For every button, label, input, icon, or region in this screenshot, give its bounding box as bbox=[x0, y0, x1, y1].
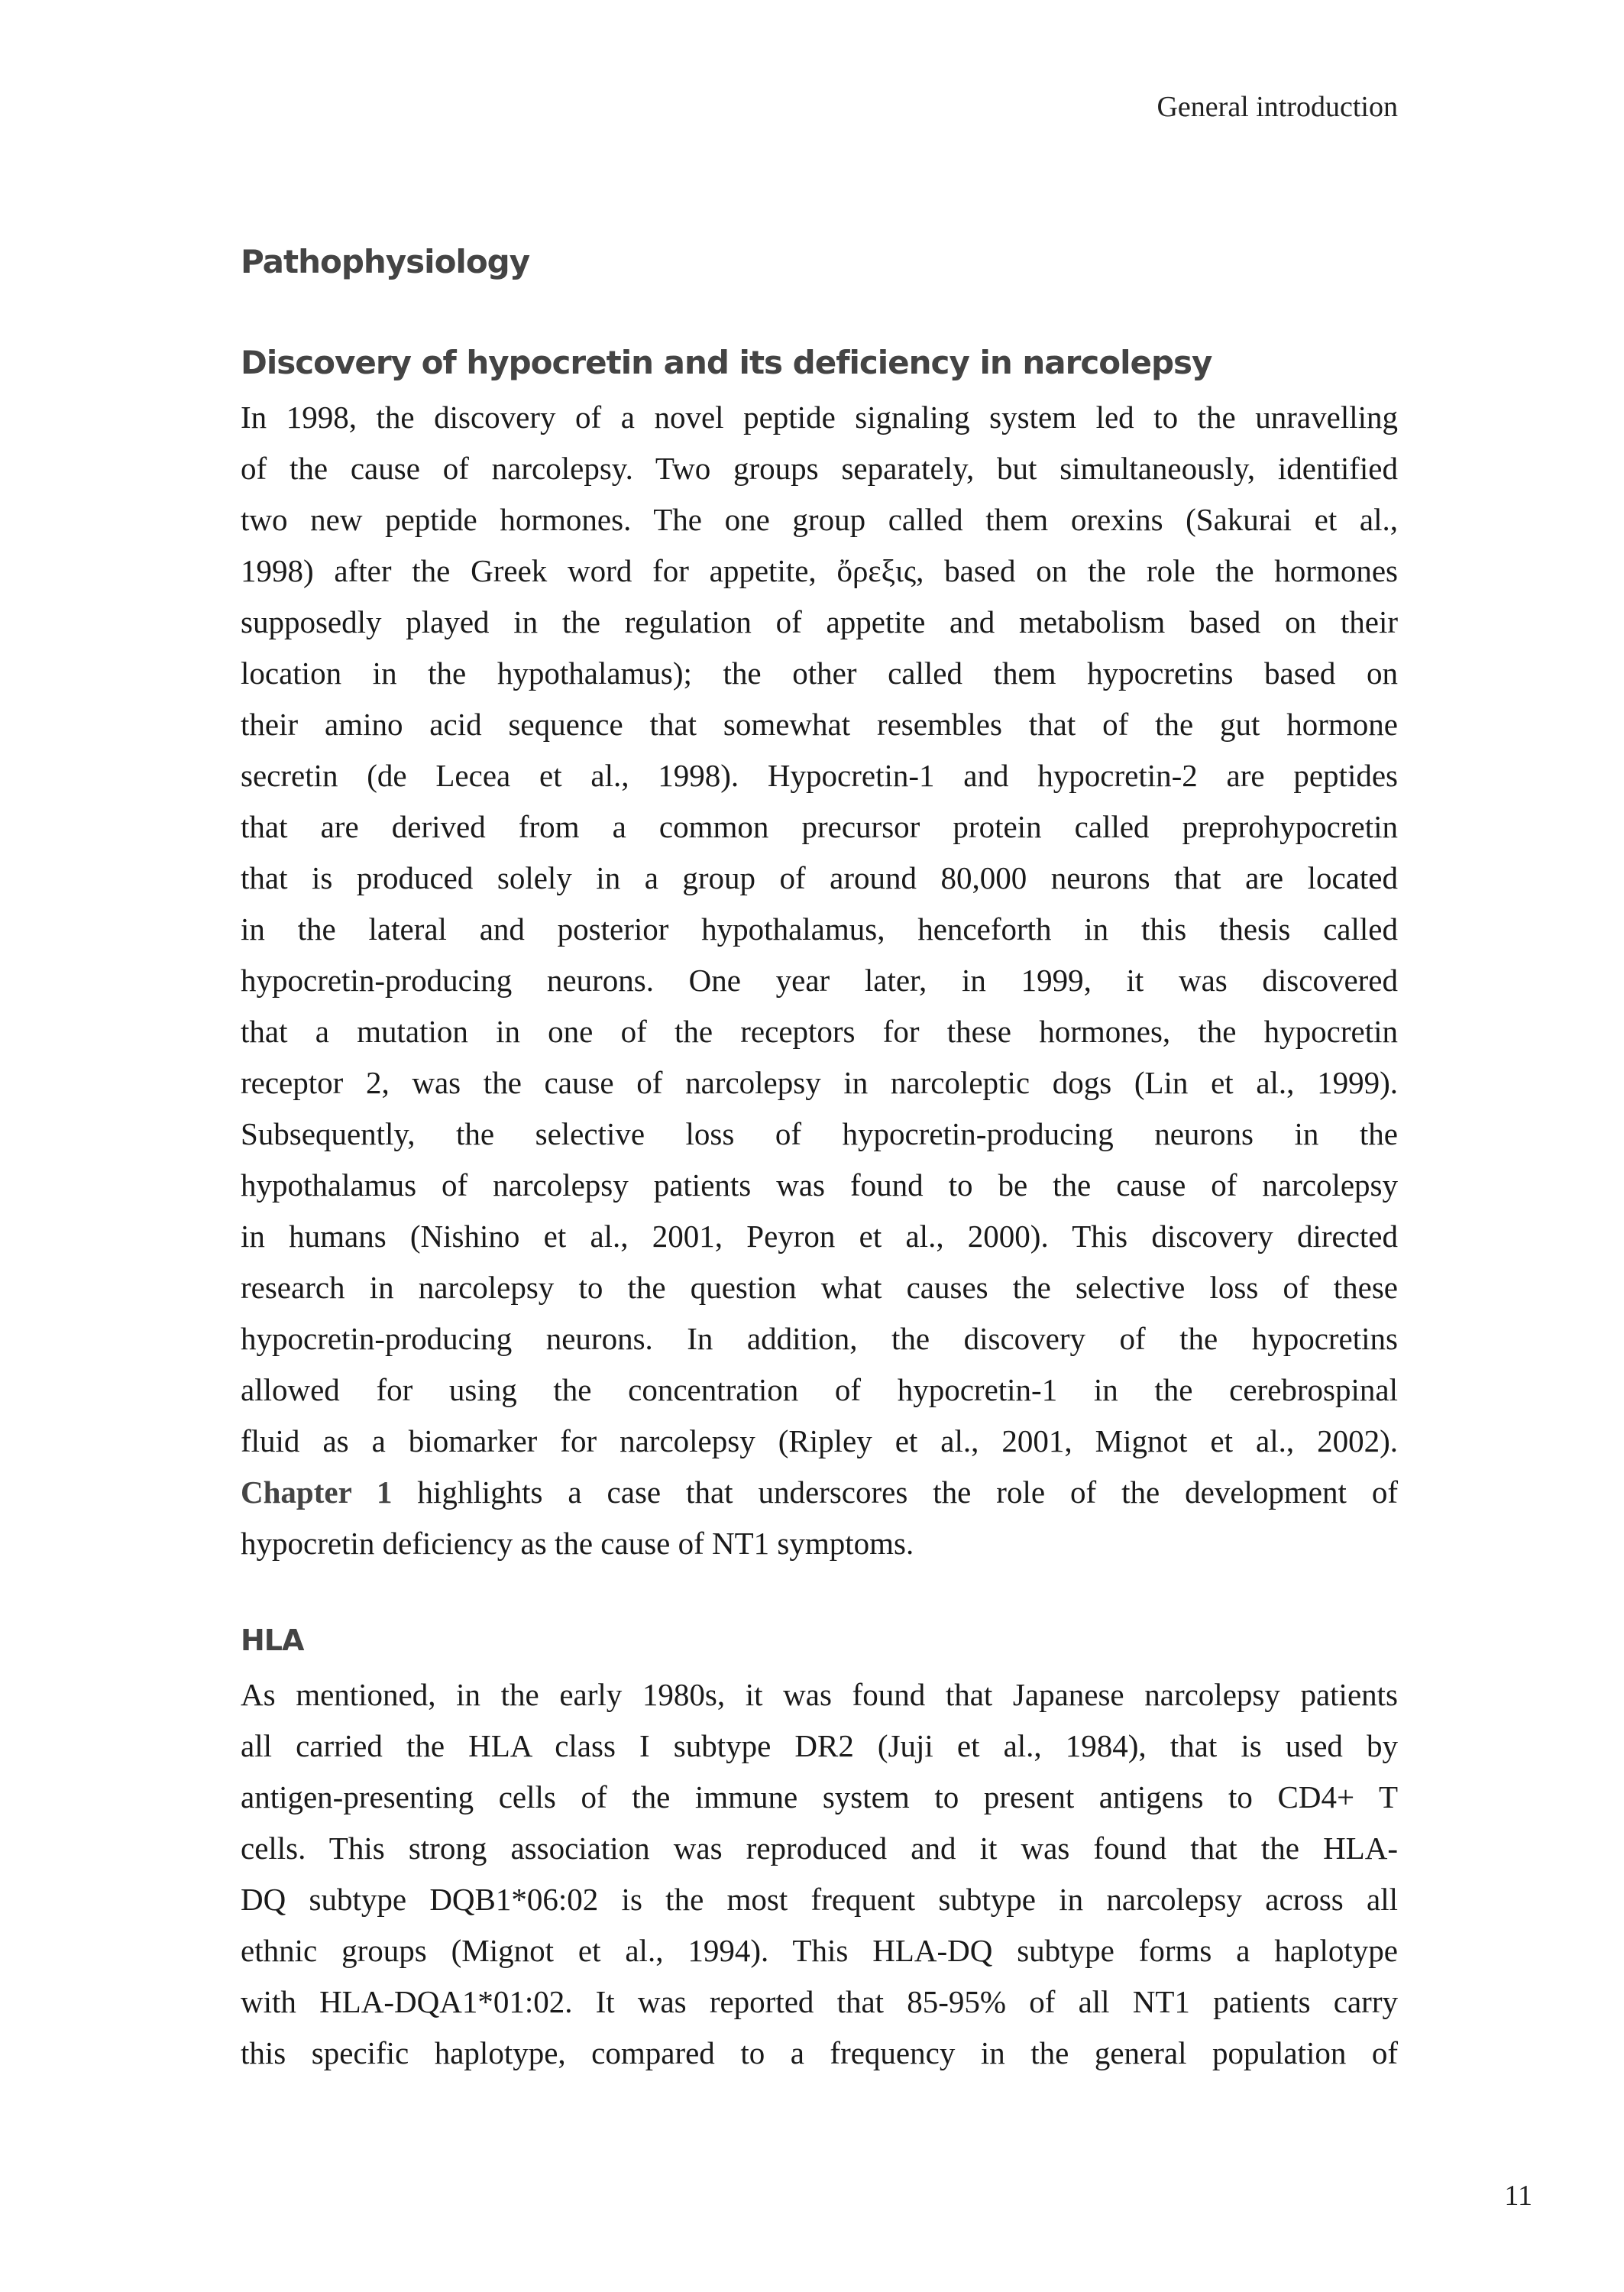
text-line: in humans (Nishino et al., 2001, Peyron et al., 2000). This discovery directed bbox=[241, 1219, 1398, 1254]
chapter-reference: Chapter 1 bbox=[241, 1475, 393, 1510]
text-line: secretin (de Lecea et al., 1998). Hypocretin-1 and hypocretin-2 are peptides bbox=[241, 758, 1398, 793]
text-line: allowed for using the concentration of hypocretin-1 in the cerebrospinal bbox=[241, 1372, 1398, 1407]
text-line: As mentioned, in the early 1980s, it was found that Japanese narcolepsy patients bbox=[241, 1677, 1398, 1712]
text-line: with HLA-DQA1*01:02. It was reported that 85-95% of all NT1 patients carry bbox=[241, 1984, 1398, 2019]
text-line: Subsequently, the selective loss of hypocretin-producing neurons in the bbox=[241, 1116, 1398, 1151]
text-line: fluid as a biomarker for narcolepsy (Ripley et al., 2001, Mignot et al., 2002). bbox=[241, 1423, 1398, 1458]
paragraph-hypocretin bbox=[241, 392, 1398, 1569]
text-line: research in narcolepsy to the question what causes the selective loss of these bbox=[241, 1270, 1398, 1305]
page-number: 11 bbox=[1504, 2180, 1532, 2212]
text-line: hypocretin-producing neurons. One year later, in 1999, it was discovered bbox=[241, 963, 1398, 998]
text-line: cells. This strong association was reproduced and it was found that the HLA- bbox=[241, 1831, 1398, 1866]
text-line-chapter-ref bbox=[241, 1467, 1398, 1518]
subsection-title-hla: HLA bbox=[241, 1624, 304, 1657]
running-head: General introduction bbox=[1157, 91, 1398, 123]
text-line: antigen-presenting cells of the immune system to present antigens to CD4+ T bbox=[241, 1779, 1398, 1814]
text-line: that a mutation in one of the receptors for these hormones, the hypocretin bbox=[241, 1014, 1398, 1049]
text-line: 1998) after the Greek word for appetite, ὄρεξις, based on the role the hormones bbox=[241, 553, 1398, 588]
chapter-line-text: highlights a case that underscores the role of the development of bbox=[392, 1475, 1398, 1510]
text-line: of the cause of narcolepsy. Two groups separately, but simultaneously, identified bbox=[241, 451, 1398, 486]
text-line: that are derived from a common precursor protein called preprohypocretin bbox=[241, 809, 1398, 844]
text-line: supposedly played in the regulation of appetite and metabolism based on their bbox=[241, 604, 1398, 639]
text-line: that is produced solely in a group of around 80,000 neurons that are located bbox=[241, 860, 1398, 895]
section-title: Pathophysiology bbox=[241, 243, 530, 280]
text-line: hypocretin-producing neurons. In addition, the discovery of the hypocretins bbox=[241, 1321, 1398, 1356]
text-line: location in the hypothalamus); the other called them hypocretins based on bbox=[241, 656, 1398, 691]
text-line: DQ subtype DQB1*06:02 is the most frequent subtype in narcolepsy across all bbox=[241, 1882, 1398, 1917]
text-line: In 1998, the discovery of a novel peptide signaling system led to the unravelling bbox=[241, 400, 1398, 435]
text-line: all carried the HLA class I subtype DR2 (Juji et al., 1984), that is used by bbox=[241, 1728, 1398, 1763]
text-line: hypothalamus of narcolepsy patients was found to be the cause of narcolepsy bbox=[241, 1167, 1398, 1203]
text-line: in the lateral and posterior hypothalamus, henceforth in this thesis called bbox=[241, 911, 1398, 947]
text-line: ethnic groups (Mignot et al., 1994). This HLA-DQ subtype forms a haplotype bbox=[241, 1933, 1398, 1968]
paragraph-hla bbox=[241, 1669, 1398, 2079]
text-line: their amino acid sequence that somewhat resembles that of the gut hormone bbox=[241, 707, 1398, 742]
text-line: hypocretin deficiency as the cause of NT1 symptoms. bbox=[241, 1526, 914, 1561]
subsection-title-hypocretin: Discovery of hypocretin and its deficiency in narcolepsy bbox=[241, 344, 1212, 381]
text-line: two new peptide hormones. The one group called them orexins (Sakurai et al., bbox=[241, 502, 1398, 537]
text-line: receptor 2, was the cause of narcolepsy in narcoleptic dogs (Lin et al., 1999). bbox=[241, 1065, 1398, 1100]
text-line: this specific haplotype, compared to a frequency in the general population of bbox=[241, 2035, 1398, 2070]
